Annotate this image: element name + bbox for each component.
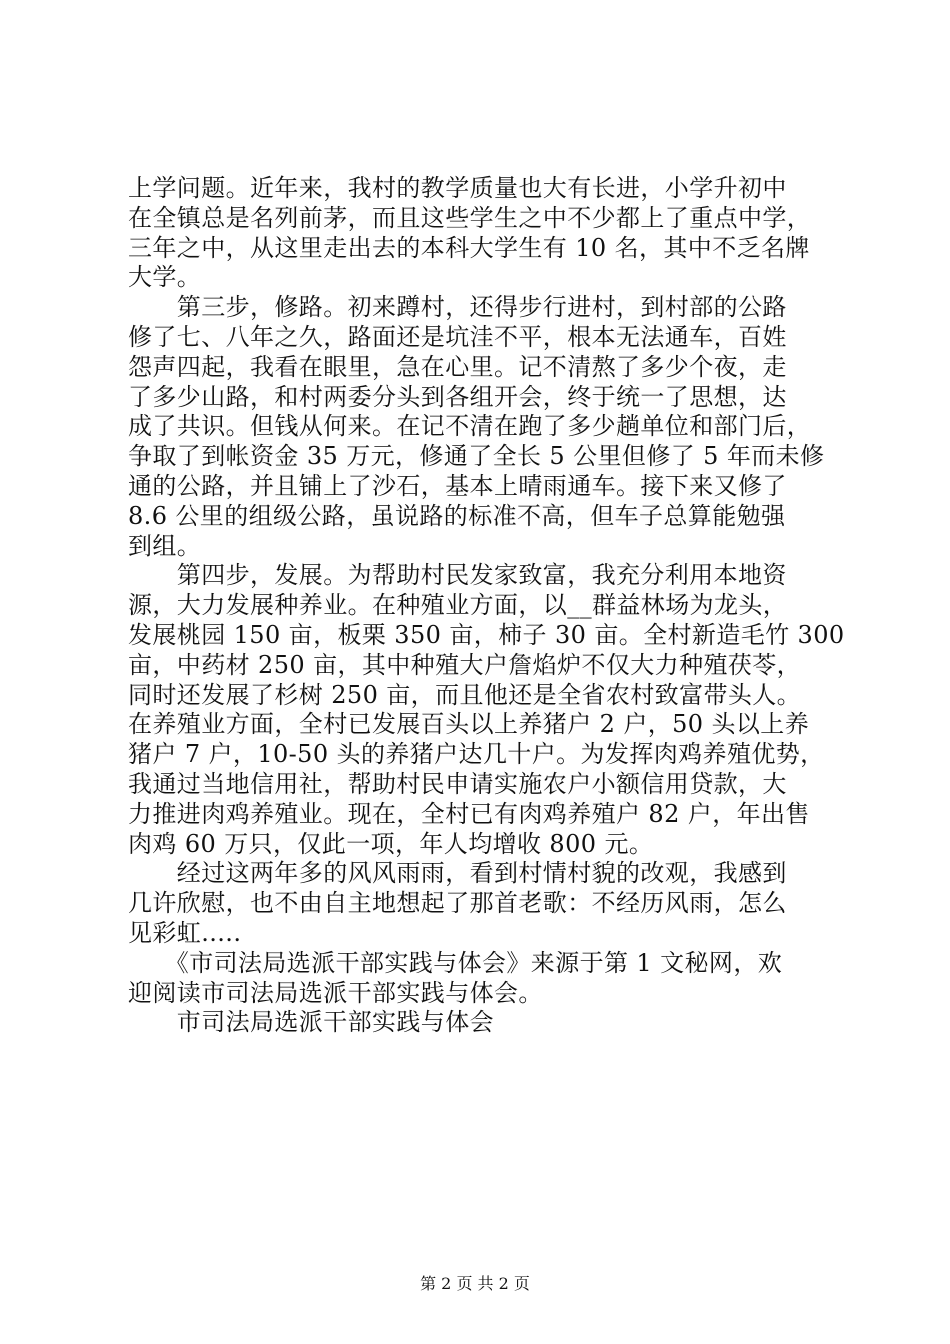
- text-line: 8.6 公里的组级公路，虽说路的标准不高，但车子总算能勉强: [128, 501, 786, 530]
- text-line: 经过这两年多的风风雨雨，看到村情村貌的改观，我感到: [128, 859, 787, 888]
- text-line: 大学。: [128, 263, 202, 292]
- text-line: 在全镇总是名列前茅，而且这些学生之中不少都上了重点中学，: [128, 203, 812, 232]
- text-line: 怨声四起，我看在眼里，急在心里。记不清熬了多少个夜，走: [128, 352, 787, 381]
- text-line: 亩，中药材 250 亩，其中种殖大户詹焰炉不仅大力种殖茯苓，: [128, 650, 802, 679]
- text-line: 上学问题。近年来，我村的教学质量也大有长进，小学升初中: [128, 174, 787, 202]
- text-line: 肉鸡 60 万只，仅此一项，年人均增收 800 元。: [128, 829, 654, 858]
- text-line: 成了共识。但钱从何来。在记不清在跑了多少趟单位和部门后，: [128, 412, 812, 441]
- text-line: 第三步，修路。初来蹲村，还得步行进村，到村部的公路: [128, 293, 787, 322]
- text-line: 争取了到帐资金 35 万元，修通了全长 5 公里但修了 5 年而未修: [128, 442, 825, 471]
- text-line: 第四步，发展。为帮助村民发家致富，我充分利用本地资: [128, 561, 787, 590]
- text-line: 我通过当地信用社，帮助村民申请实施农户小额信用贷款，大: [128, 769, 787, 798]
- text-line: 通的公路，并且铺上了沙石，基本上晴雨通车。接下来又修了: [128, 471, 787, 500]
- text-line: 修了七、八年之久，路面还是坑洼不平，根本无法通车，百姓: [128, 322, 787, 351]
- text-line: 市司法局选派干部实践与体会: [128, 1008, 494, 1037]
- text-line: 力推进肉鸡养殖业。现在，全村已有肉鸡养殖户 82 户，年出售: [128, 799, 810, 828]
- text-line: 见彩虹.....: [128, 918, 242, 947]
- page-footer: [0, 1274, 950, 1294]
- text-line: 发展桃园 150 亩，板栗 350 亩，柿子 30 亩。全村新造毛竹 300: [128, 620, 845, 649]
- text-line: 几许欣慰，也不由自主地想起了那首老歌：不经历风雨，怎么: [128, 889, 787, 918]
- text-line: 在养殖业方面，全村已发展百头以上养猪户 2 户，50 头以上养: [128, 710, 810, 739]
- text-line: 到组。: [128, 531, 202, 560]
- document-body: [128, 174, 845, 1038]
- text-line: 迎阅读市司法局选派干部实践与体会。: [128, 978, 543, 1007]
- text-line: 了多少山路，和村两委分头到各组开会，终于统一了思想，达: [128, 382, 787, 411]
- text-line: 源，大力发展种养业。在种殖业方面，以__群益林场为龙头，: [128, 591, 788, 620]
- text-line: 同时还发展了杉树 250 亩，而且他还是全省农村致富带头人。: [128, 680, 802, 709]
- text-line: 《市司法局选派干部实践与体会》来源于第 1 文秘网，欢: [128, 948, 783, 977]
- text-line: 猪户 7 户，10-50 头的养猪户达几十户。为发挥肉鸡养殖优势，: [128, 740, 825, 769]
- text-line: 三年之中，从这里走出去的本科大学生有 10 名，其中不乏名牌: [128, 233, 810, 262]
- page-number-label: 第 2 页 共 2 页: [420, 1274, 530, 1293]
